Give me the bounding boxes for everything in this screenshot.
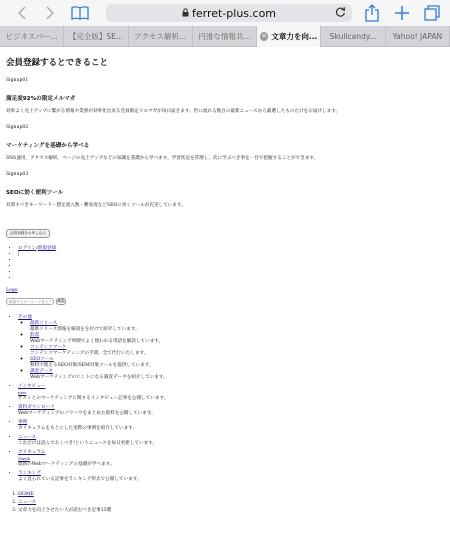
tab-6[interactable]: [321, 26, 385, 47]
address-bar[interactable]: [106, 4, 352, 22]
register-button[interactable]: 会員登録をお申し込み: [6, 229, 50, 238]
category-item-news: [18, 435, 444, 447]
close-tab-icon[interactable]: ×: [261, 32, 268, 40]
empty-list-item: [18, 276, 444, 282]
signup-id-2: Signup02: [6, 125, 29, 130]
feature-title-3: SEOに効く便利ツール: [6, 190, 64, 196]
category-item-curriculum: [18, 450, 444, 468]
page-title: 会員登録するとできること: [6, 58, 109, 68]
subcategory-desc: 最新リリース情報を解説をを付けて紹介しています。: [30, 327, 140, 332]
subcategory-link[interactable]: 調査データ: [30, 369, 53, 374]
category-desc: これだけは読んでおくべき!というニュースを毎日更新しています。: [18, 441, 158, 446]
breadcrumb-item-current: 3. 文章力を向上させたい人が読むべき記事13選: [18, 507, 444, 515]
category-desc: カリキュラムをもとにした実際の事例を紹介しています。: [18, 426, 138, 431]
breadcrumb: [18, 491, 444, 515]
signup-id-3: Signup03: [6, 172, 29, 177]
category-link[interactable]: ランキング: [18, 471, 41, 476]
tab-label: 【完全版】SE...: [68, 32, 123, 41]
account-links: [18, 246, 444, 282]
tab-1[interactable]: [0, 26, 64, 47]
back-icon[interactable]: [12, 3, 32, 23]
category-link[interactable]: カリキュラム: [18, 450, 46, 455]
breadcrumb-link-news[interactable]: ニュース: [18, 500, 37, 505]
subcategory-item: [30, 333, 444, 345]
tab-7[interactable]: [386, 26, 450, 47]
category-link[interactable]: 資料ダウンロード: [18, 405, 55, 410]
category-item-cases: [18, 420, 444, 432]
category-link[interactable]: インタビュー: [18, 384, 46, 389]
category-list: [18, 315, 444, 483]
tab-2[interactable]: [64, 26, 128, 47]
tab-label: ビジネスパー...: [5, 32, 58, 41]
check-badge: check: [18, 456, 30, 461]
category-desc: よく見られている記事をランキング形式で公開しています。: [18, 477, 142, 482]
category-item-interview: [18, 384, 444, 402]
subcategory-desc: Webマーケティング界隈でよく使われる用語を解説しています。: [30, 339, 164, 344]
new-tab-icon[interactable]: [392, 3, 412, 23]
tab-bar: [0, 26, 450, 47]
search-form: [6, 298, 444, 305]
category-item-downloads: [18, 405, 444, 417]
web-page: [0, 48, 450, 555]
forward-icon[interactable]: [40, 3, 60, 23]
category-desc: ゲストとのマーケティングに関するインタビュー記事を公開しています。: [18, 396, 169, 401]
subcategory-item: [30, 357, 444, 369]
new-badge: new: [18, 390, 27, 395]
subcategory-link[interactable]: SEOツール: [30, 357, 54, 362]
category-link[interactable]: その他: [18, 315, 32, 320]
feature-desc-2: SNS運用、アクセス解析、ページの売上アップなどの知識を基礎から学べます。学習状況を管理し、次に学ぶべき事を一目で把握することができます。: [6, 156, 319, 161]
breadcrumb-item: [18, 499, 444, 507]
category-item-other: [18, 315, 444, 381]
breadcrumb-link-home[interactable]: HOME: [18, 492, 34, 497]
search-button[interactable]: 検索: [57, 299, 65, 303]
tab-3[interactable]: [129, 26, 193, 47]
breadcrumb-item: [18, 491, 444, 499]
logo-link[interactable]: Logo: [6, 288, 18, 293]
subcategory-link[interactable]: 最新リリース: [30, 321, 58, 326]
category-link[interactable]: 事例: [18, 420, 28, 425]
search-input[interactable]: [6, 298, 54, 305]
subcategory-link[interactable]: 辞書: [30, 333, 40, 338]
subcategory-list: [30, 321, 444, 381]
tabs-overview-icon[interactable]: [422, 3, 442, 23]
subcategory-link[interactable]: コンテンツマーケ: [30, 345, 67, 350]
register-link[interactable]: 新規登録: [37, 246, 57, 251]
category-item-ranking: [18, 471, 444, 483]
browser-toolbar: [0, 0, 450, 26]
bookmarks-icon[interactable]: [70, 3, 90, 23]
subcategory-item: [30, 369, 444, 381]
feature-title-1: 満足度92%の限定メルマガ: [6, 96, 76, 102]
link-separator: /: [36, 246, 38, 251]
url-text: ferret-plus.com: [191, 6, 277, 20]
tab-label: アクセス解析...: [134, 32, 187, 41]
tab-4[interactable]: [193, 26, 257, 47]
subcategory-desc: Webマーケティングのヒントになる調査データを紹介しています。: [30, 375, 168, 380]
feature-desc-3: 対策すべきキーワード・想定流入数・難易度などSEOに効くツールが充実しています。: [6, 203, 186, 208]
category-link[interactable]: ニュース: [18, 435, 37, 440]
tab-label: Skullcandy...: [329, 32, 377, 41]
tab-label: Yahoo! JAPAN: [392, 32, 443, 41]
feature-title-2: マーケティングを基礎から学べる: [6, 143, 90, 149]
subcategory-desc: コンテンツマーケティングの手間、全て代行いたします。: [30, 351, 149, 356]
tab-label: 円滑な情報共...: [198, 32, 251, 41]
category-desc: 最新のWebマーケティングの基礎が学べます。: [18, 462, 115, 467]
category-desc: Webマーケティングのノウハウをまとめた資料を公開しています。: [18, 411, 156, 416]
subcategory-item: [30, 345, 444, 357]
lock-icon: [182, 7, 189, 20]
tab-label: 文章力を向...: [271, 32, 318, 41]
subcategory-desc: 無料で使えるSEO対策/SEM対策ツールを提供しています。: [30, 363, 154, 368]
signup-id-1: Signup01: [6, 78, 29, 83]
subcategory-item: [30, 321, 444, 333]
feature-desc-1: 効率よく売上アップに繋がる情報や業務が効率化出来る会員限定メルマガが毎日届きます。世に流れる数百の最新ニュースから厳選したものだけをお届けします。: [6, 109, 341, 114]
pipe-item: • |: [18, 252, 444, 258]
login-link[interactable]: ログイン: [18, 246, 37, 251]
share-icon[interactable]: [362, 3, 382, 23]
tab-5-active[interactable]: [257, 26, 321, 47]
reload-icon[interactable]: [335, 6, 346, 21]
